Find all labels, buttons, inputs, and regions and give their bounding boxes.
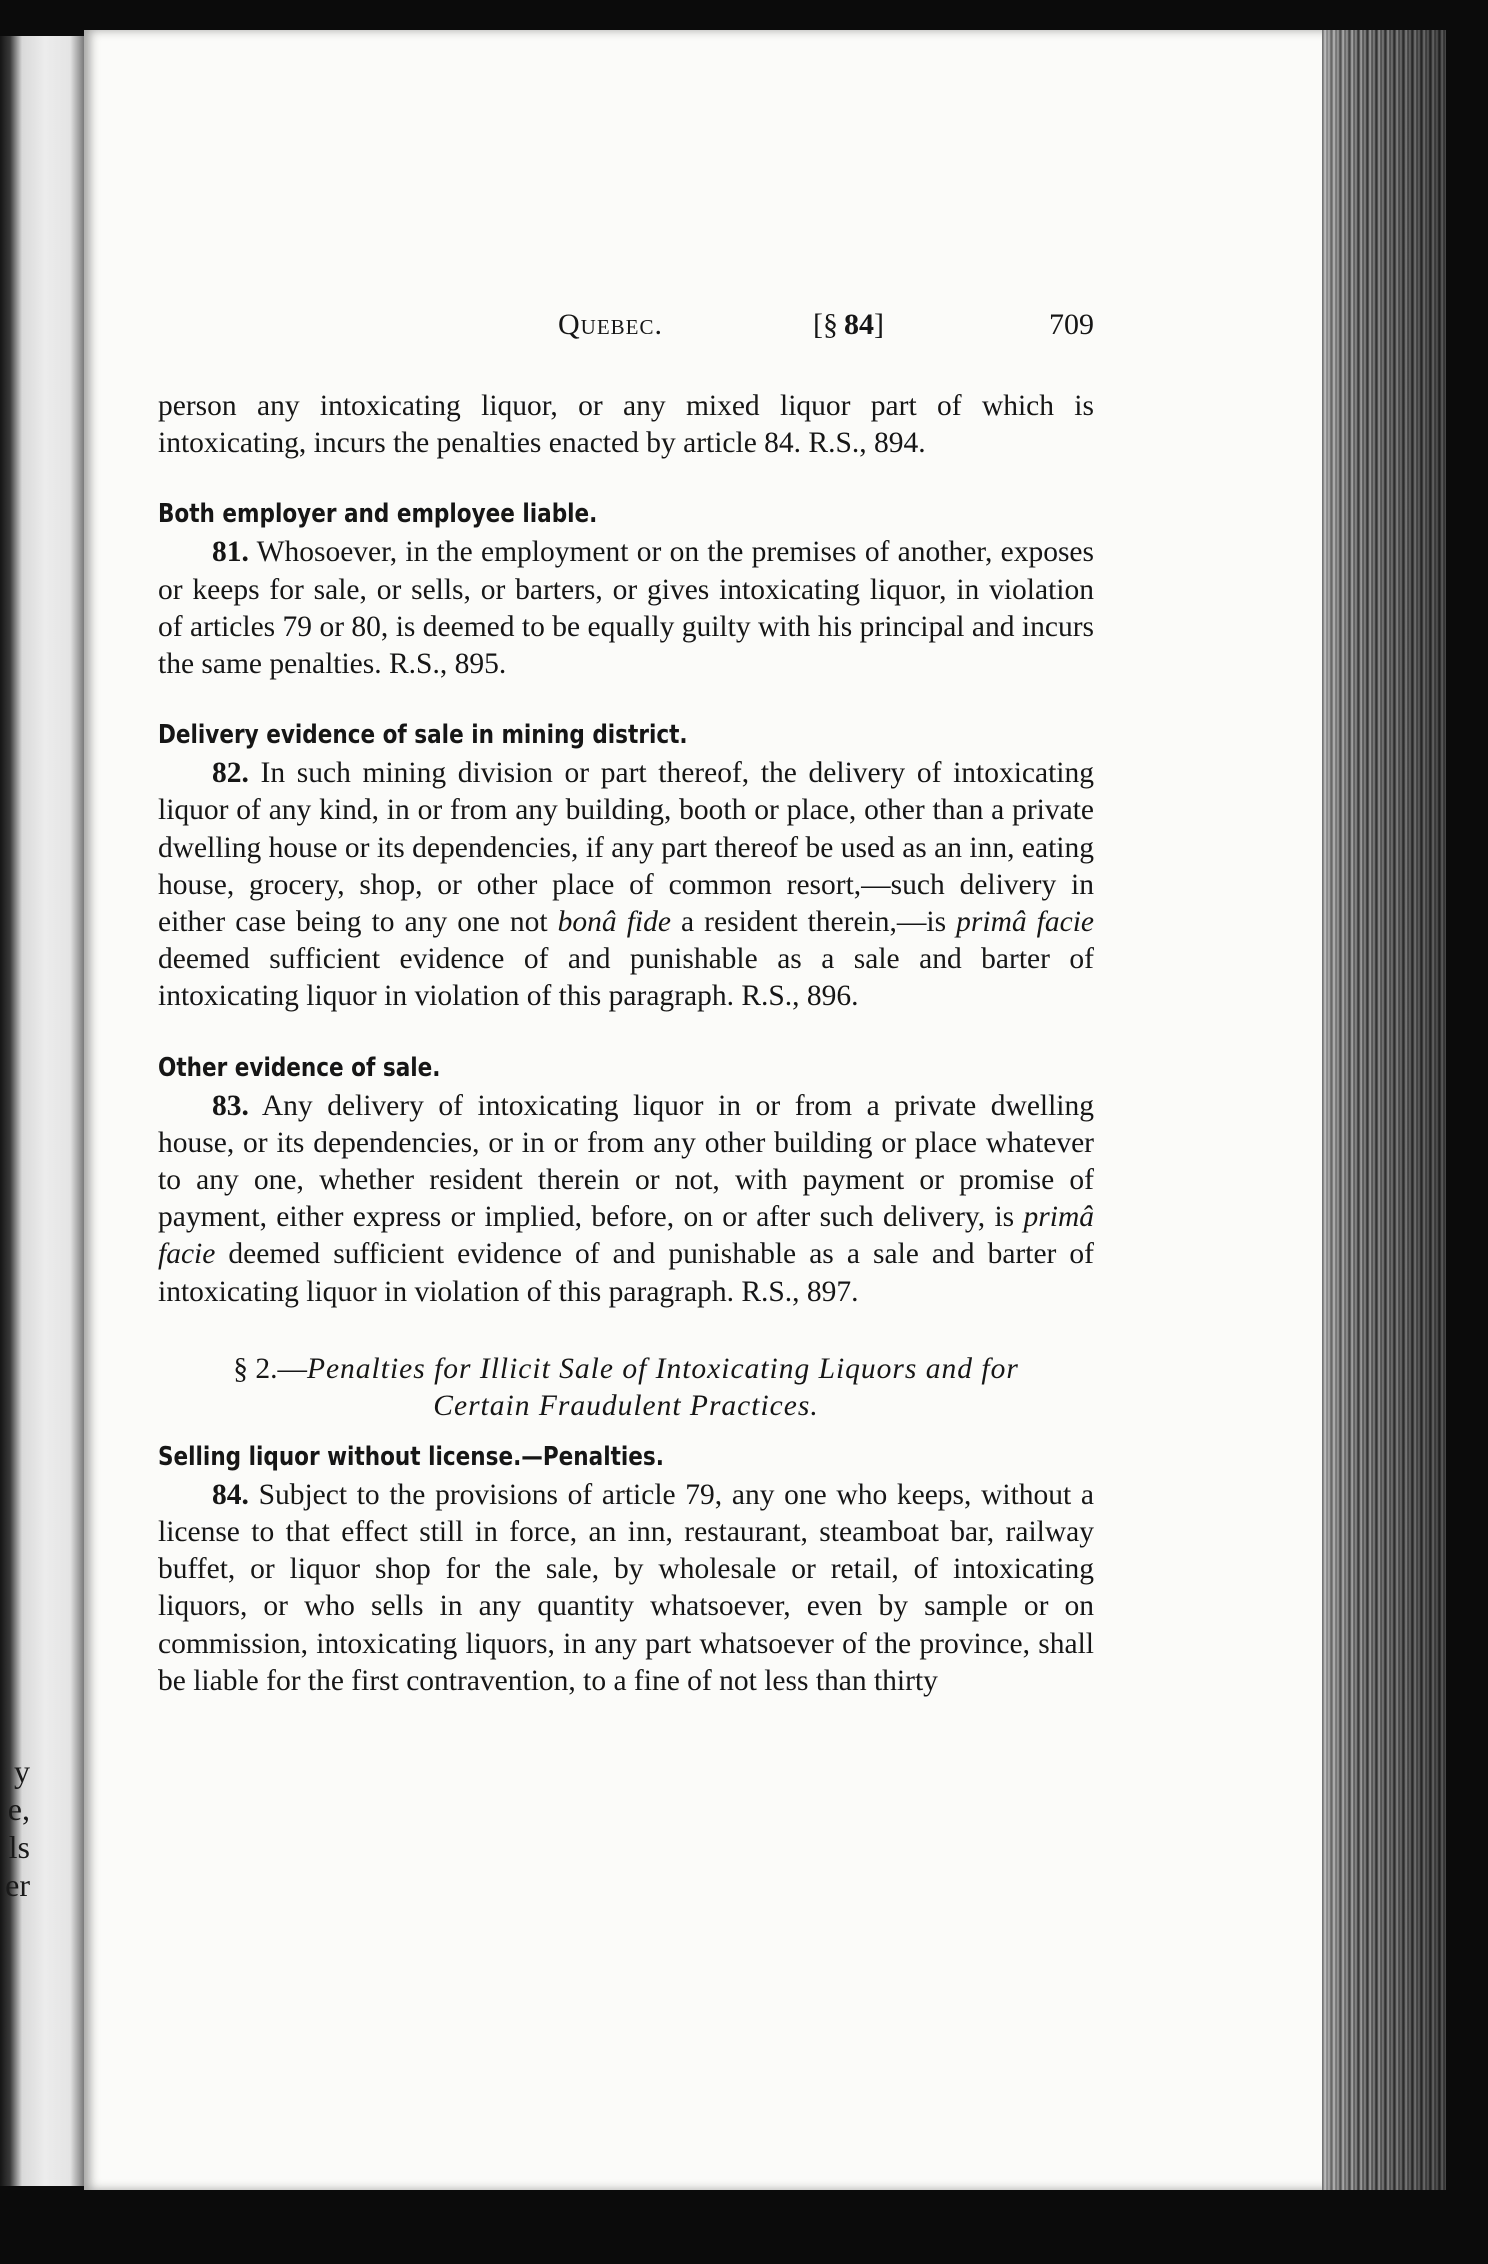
page-stack-shade (1322, 30, 1446, 2190)
running-head-section (813, 308, 884, 342)
section-close: ] (874, 308, 885, 341)
left-page-fragment: ls (8, 1829, 30, 1865)
article-82-number: 82. (212, 757, 249, 790)
article-82-text-c: deemed sufficient evidence of and punishable as a sale and barter of intoxicating liquor in violation of this paragraph. R.S., 896. (158, 943, 1094, 1013)
page-number: 709 (1049, 308, 1094, 341)
article-84-paragraph (158, 1477, 1094, 1700)
running-head-title: Quebec. (558, 308, 663, 341)
article-81-number: 81. (212, 536, 249, 569)
article-83-text-a: Any delivery of intoxicating liquor in or from a private dwelling house, or its dependencies, or in or from any other building or place whatever to any one, whether resident therein or not, with payment or promise of payment, either express or implied, before, on or after such delivery, is (158, 1089, 1095, 1234)
running-head (158, 300, 1094, 350)
article-84-heading: Selling liquor without license.—Penalties. (158, 1441, 664, 1472)
article-84-number: 84. (212, 1478, 249, 1511)
left-page-fragment: e, (7, 1791, 30, 1827)
left-page-fragment: er (5, 1867, 30, 1903)
section-2-title-line1: Penalties for Illicit Sale of Intoxicating Liquors and for (306, 1352, 1019, 1385)
section-2-title-line2: Certain Fraudulent Practices. (433, 1389, 819, 1422)
article-82-heading: Delivery evidence of sale in mining district. (158, 720, 688, 751)
article-81-paragraph (158, 534, 1094, 683)
article-82-italic-bona-fide: bonâ fide (557, 906, 671, 939)
article-81-heading: Both employer and employee liable. (158, 499, 598, 530)
article-82-text-a: In such mining division or part thereof, the delivery of intoxicating liquor of any kind, in or from any building, booth or place, other than a private dwelling house or its dependencies, if any part thereof be used as an inn, eating house, grocery, shop, or other place of common resort,—such delivery in either case being to any one not (158, 757, 1094, 939)
article-83-italic-prima-facie: primâ facie (158, 1201, 1094, 1271)
page-content (158, 300, 1094, 1700)
article-83-heading: Other evidence of sale. (158, 1052, 441, 1083)
article-83-text-b: deemed sufficient evidence of and punishable as a sale and barter of intoxicating liquor in violation of this paragraph. R.S., 897. (158, 1238, 1095, 1308)
section-number: 84 (844, 308, 875, 341)
section-2-title (158, 1351, 1094, 1425)
article-82-text-b: a resident therein,—is (681, 906, 947, 939)
section-open: [§ (813, 308, 838, 341)
left-page-fragment: y (14, 1753, 30, 1789)
article-81-text: Whosoever, in the employment or on the premises of another, exposes or keeps for sale, or sells, or barters, or gives intoxicating liquor, in violation of articles 79 or 80, is deemed to be equally guilty with his principal and incurs the same penalties. R.S., 895. (158, 536, 1094, 681)
continuation-paragraph: person any intoxicating liquor, or any mixed liquor part of which is intoxicating, incurs the penalties enacted by article 84. R.S., 894. (158, 390, 1094, 460)
article-83-paragraph (158, 1088, 1094, 1311)
article-82-italic-prima-facie: primâ facie (956, 906, 1095, 939)
section-2-prefix: § 2.— (233, 1352, 307, 1385)
article-82-paragraph (158, 755, 1094, 1015)
article-83-number: 83. (212, 1089, 249, 1122)
article-84-text: Subject to the provisions of article 79, any one who keeps, without a license to that effect still in force, an inn, restaurant, steamboat bar, railway buffet, or liquor shop for the sale, by wholesale or retail, of intoxicating liquors, or who sells in any quantity whatsoever, even by sample or on commission, intoxicating liquors, in any part whatsoever of the province, shall be liable for the first contravention, to a fine of not less than thirty (158, 1478, 1095, 1697)
